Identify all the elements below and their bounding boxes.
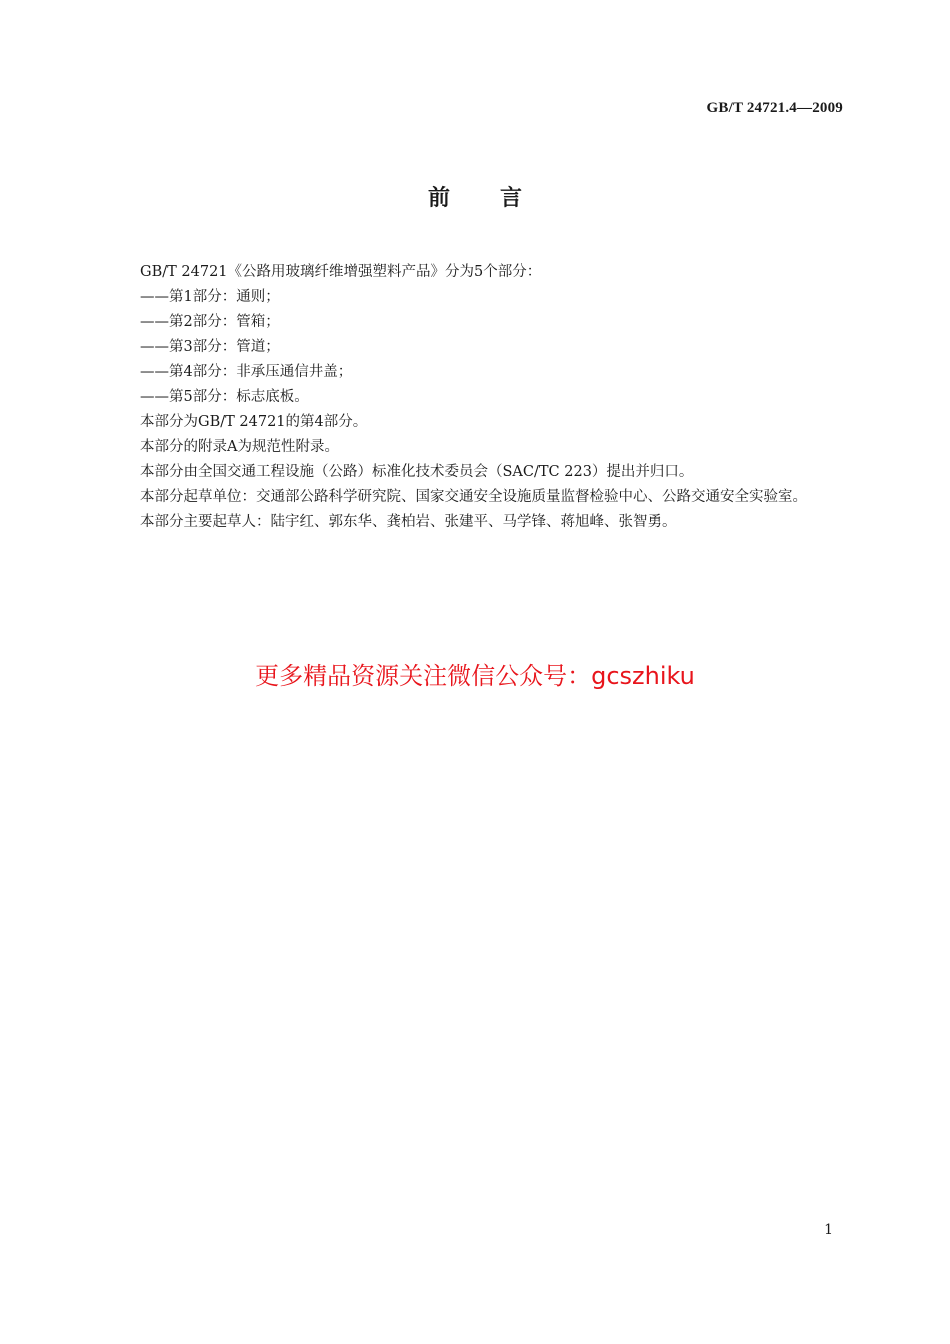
paragraph-drafting-units: 本部分起草单位：交通部公路科学研究院、国家交通安全设施质量监督检验中心、公路交通安全实验室。 bbox=[140, 489, 807, 505]
foreword-body bbox=[108, 260, 843, 535]
list-item-part-2: ——第2部分：管箱； bbox=[140, 314, 280, 330]
paragraph-drafters: 本部分主要起草人：陆宇红、郭东华、龚柏岩、张建平、马学锋、蒋旭峰、张智勇。 bbox=[140, 514, 677, 530]
page-title: 前言 bbox=[427, 185, 572, 211]
paragraph-intro: GB/T 24721《公路用玻璃纤维增强塑料产品》分为5个部分： bbox=[140, 264, 542, 280]
page-number: 1 bbox=[824, 1222, 833, 1238]
paragraph-this-part: 本部分为GB/T 24721的第4部分。 bbox=[140, 414, 368, 430]
paragraph-proposer: 本部分由全国交通工程设施（公路）标准化技术委员会（SAC/TC 223）提出并归口。 bbox=[140, 464, 694, 480]
list-item-part-1: ——第1部分：通则； bbox=[140, 289, 280, 305]
list-item-part-4: ——第4部分：非承压通信井盖； bbox=[140, 364, 353, 380]
list-item-part-5: ——第5部分：标志底板。 bbox=[140, 389, 309, 405]
standard-code: GB/T 24721.4—2009 bbox=[706, 100, 843, 116]
paragraph-annex: 本部分的附录A为规范性附录。 bbox=[140, 439, 339, 455]
list-item-part-3: ——第3部分：管道； bbox=[140, 339, 280, 355]
promo-notice: 更多精品资源关注微信公众号：gcszhiku bbox=[255, 662, 695, 690]
